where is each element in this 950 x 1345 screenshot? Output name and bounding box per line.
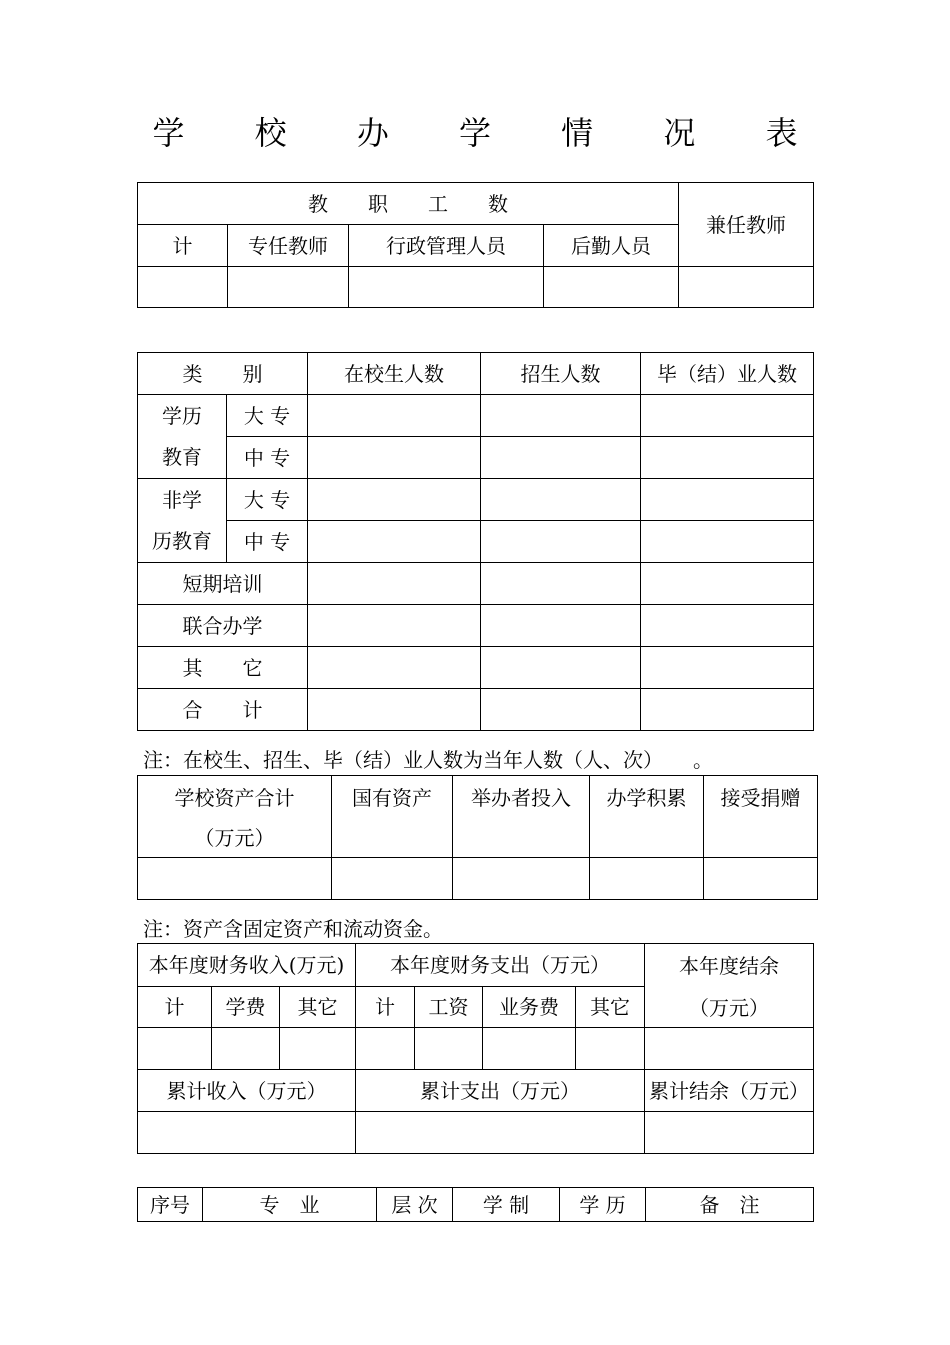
degree-education-label-1: 学历 bbox=[138, 395, 227, 437]
table-cell[interactable] bbox=[308, 479, 481, 521]
cumulative-balance-header: 累计结余（万元） bbox=[645, 1070, 814, 1112]
graduated-header: 毕（结）业人数 bbox=[641, 353, 814, 395]
sub-college: 大 专 bbox=[227, 479, 308, 521]
tuition-header: 学费 bbox=[212, 987, 280, 1028]
table-cell[interactable] bbox=[308, 647, 481, 689]
state-assets-header: 国有资产 bbox=[332, 776, 453, 858]
non-degree-label-2: 历教育 bbox=[138, 521, 227, 563]
table-cell[interactable] bbox=[308, 689, 481, 731]
table-cell[interactable] bbox=[704, 858, 818, 900]
admin-staff-header: 行政管理人员 bbox=[349, 225, 544, 267]
note-assets: 注：资产含固定资产和流动资金。 bbox=[143, 917, 443, 941]
table-cell[interactable] bbox=[645, 1028, 814, 1070]
total-assets-label: 学校资产合计 bbox=[174, 786, 295, 810]
note-enrollment: 注：在校生、招生、毕（结）业人数为当年人数（人、次） 。 bbox=[143, 748, 713, 772]
expense-other-header: 其它 bbox=[576, 987, 645, 1028]
full-time-teacher-header: 专任教师 bbox=[228, 225, 349, 267]
major-table bbox=[137, 1187, 814, 1222]
table-cell[interactable] bbox=[641, 605, 814, 647]
table-cell[interactable] bbox=[641, 647, 814, 689]
table-cell[interactable] bbox=[576, 1028, 645, 1070]
balance-header bbox=[645, 944, 814, 1028]
table-cell[interactable] bbox=[481, 605, 641, 647]
balance-unit: （万元） bbox=[689, 996, 770, 1020]
table-cell[interactable] bbox=[481, 521, 641, 563]
finance-table bbox=[137, 943, 814, 1154]
duration-header: 学 制 bbox=[453, 1188, 560, 1222]
staff-total-cell[interactable] bbox=[138, 267, 228, 308]
degree-education-label-2: 教育 bbox=[138, 437, 227, 479]
staff-table bbox=[137, 182, 814, 308]
table-cell[interactable] bbox=[641, 479, 814, 521]
expense-header: 本年度财务支出（万元） bbox=[356, 944, 645, 987]
admitted-header: 招生人数 bbox=[481, 353, 641, 395]
logistics-staff-cell[interactable] bbox=[544, 267, 679, 308]
table-cell[interactable] bbox=[332, 858, 453, 900]
sub-secondary: 中 专 bbox=[227, 437, 308, 479]
table-cell[interactable] bbox=[641, 437, 814, 479]
table-cell[interactable] bbox=[138, 1028, 212, 1070]
table-cell[interactable] bbox=[481, 563, 641, 605]
cumulative-expense-header: 累计支出（万元） bbox=[356, 1070, 645, 1112]
table-cell[interactable] bbox=[308, 437, 481, 479]
table-cell[interactable] bbox=[590, 858, 704, 900]
total-assets-unit: （万元） bbox=[194, 826, 275, 850]
category-header: 类 别 bbox=[138, 353, 308, 395]
balance-label: 本年度结余 bbox=[679, 954, 780, 978]
table-cell[interactable] bbox=[212, 1028, 280, 1070]
table-cell[interactable] bbox=[481, 647, 641, 689]
level-header: 层 次 bbox=[377, 1188, 453, 1222]
joint-program-label: 联合办学 bbox=[138, 605, 308, 647]
income-other-header: 其它 bbox=[280, 987, 356, 1028]
logistics-staff-header: 后勤人员 bbox=[544, 225, 679, 267]
part-time-teacher-header: 兼任教师 bbox=[679, 183, 814, 267]
table-cell[interactable] bbox=[481, 479, 641, 521]
salary-header: 工资 bbox=[415, 987, 483, 1028]
major-header: 专 业 bbox=[203, 1188, 377, 1222]
other-label: 其 它 bbox=[138, 647, 308, 689]
table-cell[interactable] bbox=[308, 395, 481, 437]
remarks-header: 备 注 bbox=[646, 1188, 814, 1222]
table-cell[interactable] bbox=[641, 689, 814, 731]
table-cell[interactable] bbox=[481, 437, 641, 479]
cumulative-income-cell[interactable] bbox=[138, 1112, 356, 1154]
admin-staff-cell[interactable] bbox=[349, 267, 544, 308]
assets-table bbox=[137, 775, 818, 900]
degree-header: 学 历 bbox=[560, 1188, 646, 1222]
table-cell[interactable] bbox=[483, 1028, 576, 1070]
table-cell[interactable] bbox=[308, 563, 481, 605]
sub-college: 大 专 bbox=[227, 395, 308, 437]
enrolled-header: 在校生人数 bbox=[308, 353, 481, 395]
organizer-investment-header: 举办者投入 bbox=[453, 776, 590, 858]
serial-header: 序号 bbox=[138, 1188, 203, 1222]
cumulative-expense-cell[interactable] bbox=[356, 1112, 645, 1154]
non-degree-label-1: 非学 bbox=[138, 479, 227, 521]
cumulative-balance-cell[interactable] bbox=[645, 1112, 814, 1154]
cumulative-income-header: 累计收入（万元） bbox=[138, 1070, 356, 1112]
table-cell[interactable] bbox=[641, 563, 814, 605]
accumulation-header: 办学积累 bbox=[590, 776, 704, 858]
table-cell[interactable] bbox=[308, 605, 481, 647]
part-time-teacher-cell[interactable] bbox=[679, 267, 814, 308]
donations-header: 接受捐赠 bbox=[704, 776, 818, 858]
short-training-label: 短期培训 bbox=[138, 563, 308, 605]
sub-secondary: 中 专 bbox=[227, 521, 308, 563]
table-cell[interactable] bbox=[308, 521, 481, 563]
operating-cost-header: 业务费 bbox=[483, 987, 576, 1028]
total-assets-header bbox=[138, 776, 332, 858]
table-cell[interactable] bbox=[453, 858, 590, 900]
page-title: 学 校 办 学 情 况 表 bbox=[152, 114, 828, 152]
table-cell[interactable] bbox=[356, 1028, 415, 1070]
full-time-teacher-cell[interactable] bbox=[228, 267, 349, 308]
table-cell[interactable] bbox=[481, 395, 641, 437]
total-label: 合 计 bbox=[138, 689, 308, 731]
income-total-header: 计 bbox=[138, 987, 212, 1028]
students-table bbox=[137, 352, 814, 731]
expense-total-header: 计 bbox=[356, 987, 415, 1028]
table-cell[interactable] bbox=[641, 395, 814, 437]
table-cell[interactable] bbox=[481, 689, 641, 731]
table-cell[interactable] bbox=[641, 521, 814, 563]
table-cell[interactable] bbox=[138, 858, 332, 900]
income-header: 本年度财务收入(万元) bbox=[138, 944, 356, 987]
table-cell[interactable] bbox=[280, 1028, 356, 1070]
staff-total-header: 计 bbox=[138, 225, 228, 267]
staff-header: 教 职 工 数 bbox=[138, 183, 679, 225]
table-cell[interactable] bbox=[415, 1028, 483, 1070]
